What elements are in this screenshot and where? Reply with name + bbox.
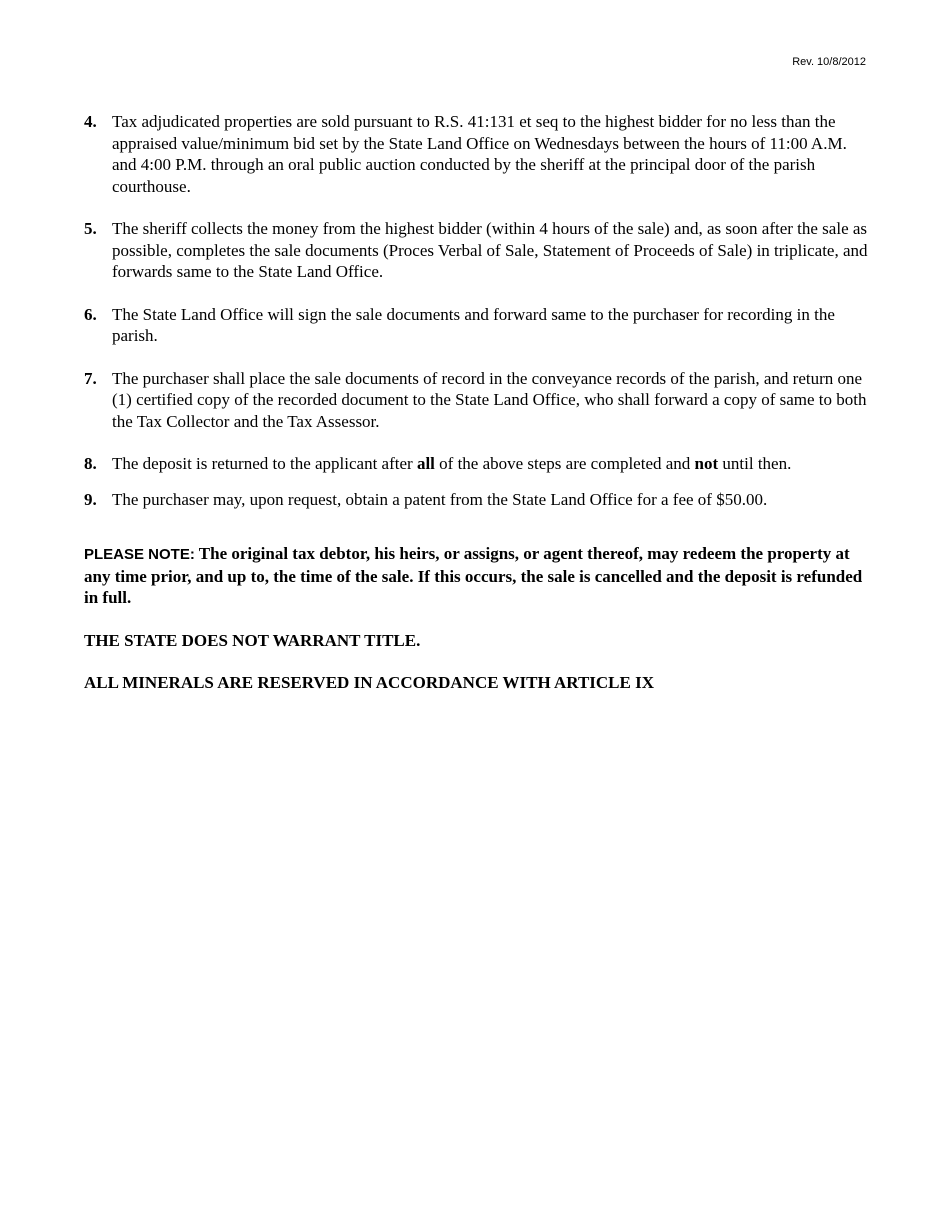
step-number: 6. xyxy=(84,304,97,324)
list-item-step-5 xyxy=(84,218,870,283)
step-text: The purchaser may, upon request, obtain a patent from the State Land Office for a fee of $50.00. xyxy=(112,489,768,509)
warranty-statement: THE STATE DOES NOT WARRANT TITLE. xyxy=(84,630,421,650)
please-note-label: PLEASE NOTE: xyxy=(84,546,195,563)
step-text: The purchaser shall place the sale documents of record in the conveyance records of the parish, and return one (1) certified copy of the recorded document to the State Land Office, who shall forward a copy of same to both the Tax Collector and the Tax Assessor. xyxy=(112,368,867,431)
step-number: 9. xyxy=(84,489,97,509)
step-number: 5. xyxy=(84,219,97,238)
minerals-statement: ALL MINERALS ARE RESERVED IN ACCORDANCE WITH ARTICLE IX xyxy=(84,673,654,692)
step-text-part: of the above steps are completed and xyxy=(434,454,695,473)
step-text: Tax adjudicated properties are sold pursuant to R.S. 41:131 et seq to the highest bidder for no less than the appraised value/minimum bid set by the State Land Office on Wednesdays between the hours of 11:00 A.M. and 4:00 P.M. through an oral public auction conducted by the sheriff at the principal door of the parish courthouse. xyxy=(112,112,847,196)
list-item-step-6 xyxy=(84,304,870,347)
document-body xyxy=(84,111,870,694)
please-note-text: The original tax debtor, his heirs, or assigns, or agent thereof, may redeem the property at any time prior, and up to, the time of the sale. If this occurs, the sale is cancelled and the deposit is refunded in full. xyxy=(84,544,863,607)
step-text xyxy=(112,454,791,473)
step-text: The State Land Office will sign the sale documents and forward same to the purchaser for recording in the parish. xyxy=(112,304,835,345)
list-item-step-8 xyxy=(84,453,870,475)
step-text-part: The deposit is returned to the applicant after xyxy=(112,454,417,473)
emphasis-all: all xyxy=(416,454,435,473)
list-item-step-4 xyxy=(84,111,870,197)
step-text-part: until then. xyxy=(718,454,792,473)
list-item-step-9 xyxy=(84,489,870,511)
step-number: 4. xyxy=(84,112,97,131)
step-text: The sheriff collects the money from the highest bidder (within 4 hours of the sale) and, as soon after the sale as possible, completes the sale documents (Proces Verbal of Sale, Statement of Proceeds of Sale) in triplicate, and forwards same to the State Land Office. xyxy=(112,219,868,281)
emphasis-not: not xyxy=(694,454,719,473)
steps-list xyxy=(84,111,870,510)
step-number: 8. xyxy=(84,454,97,473)
step-number: 7. xyxy=(84,368,97,388)
list-item-step-7 xyxy=(84,368,870,433)
please-note-paragraph xyxy=(84,543,870,609)
revision-date: Rev. 10/8/2012 xyxy=(792,56,866,68)
